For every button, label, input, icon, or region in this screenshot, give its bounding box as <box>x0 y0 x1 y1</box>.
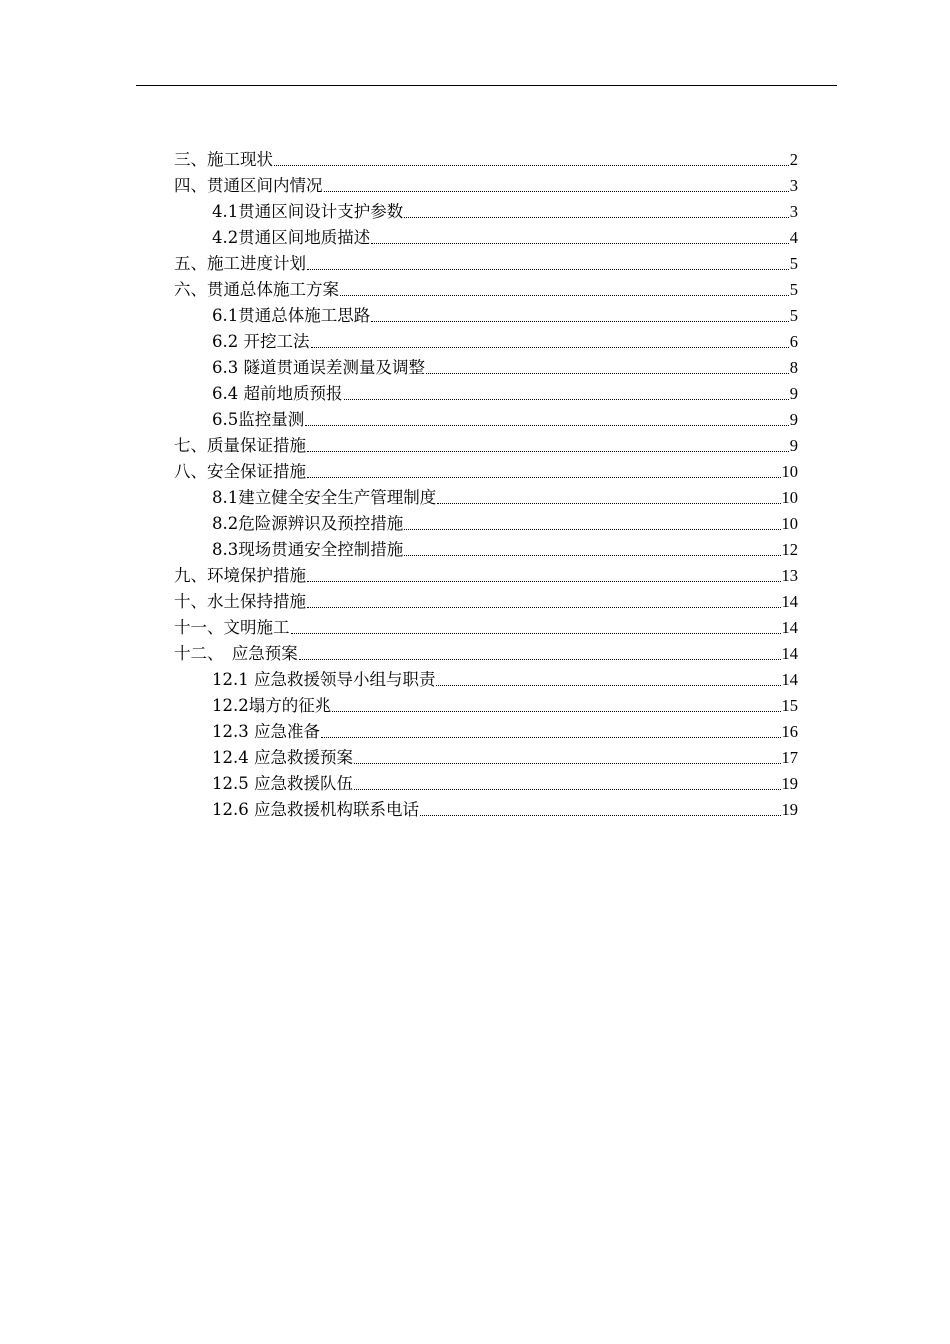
toc-entry-title: 12.2塌方的征兆 <box>212 696 332 715</box>
toc-entry[interactable] <box>174 485 798 511</box>
toc-entry[interactable] <box>174 173 798 199</box>
toc-entry-title: 4.1贯通区间设计支护参数 <box>212 202 404 221</box>
toc-entry-page: 3 <box>789 202 798 221</box>
toc-entry[interactable] <box>174 381 798 407</box>
toc-leader-dots <box>324 191 789 192</box>
toc-leader-dots <box>404 217 789 218</box>
toc-leader-dots <box>305 425 789 426</box>
toc-leader-dots <box>340 295 789 296</box>
toc-entry-page: 15 <box>781 696 798 715</box>
toc-entry[interactable] <box>174 537 798 563</box>
toc-entry[interactable] <box>174 251 798 277</box>
toc-entry[interactable] <box>174 641 798 667</box>
toc-entry-page: 5 <box>789 254 798 273</box>
toc-entry[interactable] <box>174 277 798 303</box>
toc-leader-dots <box>332 711 780 712</box>
toc-leader-dots <box>321 737 781 738</box>
toc-entry-title: 8.1建立健全安全生产管理制度 <box>212 488 437 507</box>
toc-leader-dots <box>436 685 780 686</box>
toc-entry-page: 6 <box>789 332 798 351</box>
toc-entry-page: 19 <box>781 800 798 819</box>
toc-leader-dots <box>307 607 781 608</box>
header-rule <box>136 85 837 86</box>
toc-entry-title: 四、贯通区间内情况 <box>174 176 323 195</box>
toc-entry[interactable] <box>174 615 798 641</box>
toc-entry-title: 三、施工现状 <box>174 150 273 169</box>
toc-entry[interactable] <box>174 511 798 537</box>
toc-leader-dots <box>274 165 789 166</box>
toc-entry-page: 14 <box>781 592 798 611</box>
toc-entry-page: 16 <box>781 722 798 741</box>
toc-entry-page: 8 <box>789 358 798 377</box>
toc-entry[interactable] <box>174 433 798 459</box>
toc-entry-title: 十二、 应急预案 <box>174 644 298 663</box>
toc-entry-page: 5 <box>789 280 798 299</box>
toc-entry-title: 12.3 应急准备 <box>212 722 320 741</box>
toc-entry[interactable] <box>174 693 798 719</box>
toc-entry[interactable] <box>174 563 798 589</box>
toc-entry[interactable] <box>174 719 798 745</box>
toc-leader-dots <box>307 477 781 478</box>
toc-leader-dots <box>299 659 781 660</box>
toc-entry[interactable] <box>174 355 798 381</box>
toc-entry-page: 14 <box>781 670 798 689</box>
toc-leader-dots <box>426 373 789 374</box>
toc-leader-dots <box>371 243 789 244</box>
toc-entry-page: 9 <box>789 436 798 455</box>
toc-entry[interactable] <box>174 771 798 797</box>
toc-entry[interactable] <box>174 225 798 251</box>
toc-entry-page: 2 <box>789 150 798 169</box>
toc-entry[interactable] <box>174 407 798 433</box>
toc-entry-page: 14 <box>781 644 798 663</box>
toc-entry-title: 12.4 应急救援预案 <box>212 748 353 767</box>
toc-entry-page: 5 <box>789 306 798 325</box>
toc-entry-title: 七、质量保证措施 <box>174 436 306 455</box>
toc-leader-dots <box>344 399 789 400</box>
toc-entry-page: 10 <box>781 488 798 507</box>
toc-entry[interactable] <box>174 745 798 771</box>
toc-entry[interactable] <box>174 199 798 225</box>
toc-entry-title: 八、安全保证措施 <box>174 462 306 481</box>
toc-entry-title: 十、水土保持措施 <box>174 592 306 611</box>
toc-entry-title: 12.6 应急救援机构联系电话 <box>212 800 419 819</box>
toc-entry[interactable] <box>174 303 798 329</box>
toc-leader-dots <box>307 269 789 270</box>
toc-entry-page: 3 <box>789 176 798 195</box>
toc-entry-page: 4 <box>789 228 798 247</box>
toc-entry-title: 6.5监控量测 <box>212 410 305 429</box>
toc-entry-page: 12 <box>781 540 798 559</box>
toc-entry-title: 12.5 应急救援队伍 <box>212 774 353 793</box>
toc-entry-page: 17 <box>781 748 798 767</box>
toc-entry-title: 五、施工进度计划 <box>174 254 306 273</box>
toc-entry[interactable] <box>174 589 798 615</box>
toc-leader-dots <box>437 503 780 504</box>
toc-entry-page: 9 <box>789 384 798 403</box>
toc-leader-dots <box>291 633 781 634</box>
toc-entry-page: 10 <box>781 514 798 533</box>
toc-entry-title: 6.2 开挖工法 <box>212 332 310 351</box>
toc-entry[interactable] <box>174 459 798 485</box>
toc-leader-dots <box>420 815 781 816</box>
toc-leader-dots <box>311 347 789 348</box>
toc-entry-title: 6.1贯通总体施工思路 <box>212 306 371 325</box>
toc-entry-page: 19 <box>781 774 798 793</box>
toc-entry-title: 8.2危险源辨识及预控措施 <box>212 514 404 533</box>
toc-leader-dots <box>354 763 781 764</box>
toc-leader-dots <box>371 321 789 322</box>
toc-entry[interactable] <box>174 147 798 173</box>
toc-entry-title: 12.1 应急救援领导小组与职责 <box>212 670 436 689</box>
table-of-contents <box>174 147 798 823</box>
toc-leader-dots <box>404 529 780 530</box>
toc-entry-title: 九、环境保护措施 <box>174 566 306 585</box>
toc-entry-title: 6.4 超前地质预报 <box>212 384 343 403</box>
toc-entry-title: 6.3 隧道贯通误差测量及调整 <box>212 358 425 377</box>
toc-leader-dots <box>354 789 781 790</box>
toc-entry[interactable] <box>174 667 798 693</box>
toc-leader-dots <box>307 581 781 582</box>
toc-entry-title: 8.3现场贯通安全控制措施 <box>212 540 404 559</box>
toc-entry-page: 13 <box>781 566 798 585</box>
toc-entry-page: 14 <box>781 618 798 637</box>
toc-leader-dots <box>404 555 780 556</box>
toc-entry-page: 10 <box>781 462 798 481</box>
toc-entry[interactable] <box>174 329 798 355</box>
toc-entry-title: 六、贯通总体施工方案 <box>174 280 339 299</box>
toc-leader-dots <box>307 451 789 452</box>
toc-entry[interactable] <box>174 797 798 823</box>
toc-entry-title: 4.2贯通区间地质描述 <box>212 228 371 247</box>
toc-entry-title: 十一、文明施工 <box>174 618 290 637</box>
toc-entry-page: 9 <box>789 410 798 429</box>
